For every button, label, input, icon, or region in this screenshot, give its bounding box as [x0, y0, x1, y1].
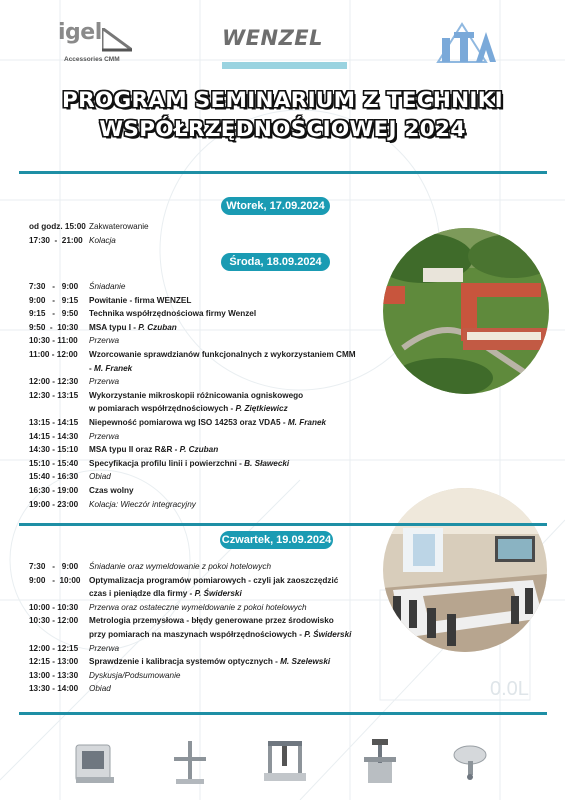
schedule-row: [29, 307, 356, 321]
schedule-time: 9:50 - 10:30: [29, 322, 79, 332]
schedule-desc: Przerwa: [89, 431, 120, 441]
schedule-time: 9:00 - 10:00: [29, 575, 81, 585]
schedule-tuesday: [29, 220, 149, 247]
schedule-row: [29, 280, 356, 294]
schedule-row: [29, 220, 149, 234]
sponsor-logos: [0, 12, 565, 72]
schedule-time: 15:40 - 16:30: [29, 472, 79, 482]
wenzel-logo: [222, 26, 350, 66]
schedule-desc: Wykorzystanie mikroskopii różnicowania ogniskowego: [89, 390, 304, 400]
schedule-desc-cont: czas i pieniądze dla firmy -: [89, 589, 195, 599]
schedule-time: 7:30 - 9:00: [29, 562, 79, 571]
schedule-desc-cont: -: [89, 363, 95, 373]
schedule-speaker: P. Świderski: [194, 589, 242, 599]
schedule-row: [29, 574, 351, 601]
schedule-desc: Przerwa: [89, 336, 120, 346]
schedule-row: [29, 642, 351, 656]
schedule-desc: Zakwaterowanie: [89, 222, 149, 231]
schedule-row: [29, 430, 356, 444]
schedule-row: [29, 457, 356, 471]
schedule-time: 17:30 - 21:00: [29, 235, 83, 245]
schedule-desc: Przerwa: [89, 643, 120, 653]
schedule-desc: MSA typu I -: [89, 322, 139, 332]
schedule-desc: Sprawdzenie i kalibracja systemów optycznych -: [89, 657, 281, 667]
optical-measuring-icon: [360, 735, 400, 790]
schedule-desc: Powitanie - firma WENZEL: [89, 295, 192, 305]
schedule-time: 10:00 - 10:30: [29, 602, 79, 612]
day-label-thursday: Czwartek, 19.09.2024: [220, 531, 333, 549]
schedule-desc: Technika współrzędnościowa firmy Wenzel: [89, 309, 257, 319]
schedule-desc: Kolacja: Wieczór integracyjny: [89, 499, 196, 509]
schedule-row: [29, 484, 356, 498]
schedule-row: [29, 655, 351, 669]
divider-top: [19, 171, 547, 174]
ita-logo: [432, 20, 504, 70]
schedule-desc: Dyskusja/Podsumowanie: [89, 670, 181, 680]
ita-logo-icon: [432, 20, 504, 70]
schedule-speaker: P. Czuban: [138, 322, 177, 332]
horizontal-arm-cmm-icon: [170, 739, 210, 790]
schedule-time: 10:30 - 11:00: [29, 336, 78, 346]
schedule-row: [29, 560, 351, 574]
schedule-desc: Śniadanie oraz wymeldowanie z pokoi hotelowych: [89, 562, 272, 571]
schedule-time: 13:00 - 13:30: [29, 670, 79, 680]
schedule-row: [29, 294, 356, 308]
aerial-hotel-photo: [383, 228, 549, 394]
schedule-row: [29, 601, 351, 615]
schedule-time: 19:00 - 23:00: [29, 499, 79, 509]
divider-middle: [19, 523, 547, 526]
schedule-time: 12:30 - 13:15: [29, 390, 79, 400]
schedule-row: [29, 416, 356, 430]
schedule-time: 12:00 - 12:15: [29, 643, 79, 653]
schedule-speaker: B. Sławecki: [244, 458, 290, 468]
schedule-time: 12:00 - 12:30: [29, 377, 79, 387]
gantry-cmm-icon: [262, 735, 308, 790]
wenzel-logo-bar: [222, 62, 347, 69]
schedule-row: [29, 234, 149, 248]
schedule-desc: Wzorcowanie sprawdzianów funkcjonalnych z wykorzystaniem CMM: [89, 349, 356, 359]
schedule-time: od godz. 15:00: [29, 222, 86, 231]
schedule-desc: Optymalizacja programów pomiarowych - czyli jak zaoszczędzić: [89, 575, 339, 585]
schedule-thursday: [29, 560, 351, 696]
schedule-time: 13:15 - 14:15: [29, 417, 79, 427]
schedule-speaker: M. Franek: [287, 417, 327, 427]
schedule-desc-cont: przy pomiarach na maszynach współrzędnościowych -: [89, 629, 305, 639]
schedule-desc: Kolacja: [89, 235, 116, 245]
schedule-desc: Obiad: [89, 684, 111, 694]
schedule-row: [29, 682, 351, 696]
schedule-row: [29, 498, 356, 512]
schedule-row: [29, 443, 356, 457]
title-line-1: PROGRAM SEMINARIUM Z TECHNIKI: [62, 88, 503, 113]
schedule-wednesday: [29, 280, 356, 511]
schedule-desc: Niepewność pomiarowa wg ISO 14253 oraz VDA5 -: [89, 417, 288, 427]
schedule-time: 10:30 - 12:00: [29, 616, 79, 626]
day-label-wednesday: Środa, 18.09.2024: [221, 253, 330, 271]
day-label-tuesday: Wtorek, 17.09.2024: [221, 197, 330, 215]
igel-logo-subtitle: Accessories CMM: [64, 56, 120, 63]
schedule-desc: Przerwa oraz ostateczne wymeldowanie z pokoi hotelowych: [89, 602, 307, 612]
schedule-speaker: P. Czuban: [179, 445, 219, 455]
schedule-desc: Specyfikacja profilu linii i powierzchni -: [89, 458, 245, 468]
schedule-time: 11:00 - 12:00: [29, 349, 78, 359]
schedule-speaker: P. Ziętkiewicz: [235, 404, 288, 414]
schedule-desc-cont: w pomiarach współrzędnościowych -: [89, 404, 236, 414]
schedule-row: [29, 375, 356, 389]
svg-text:0.0L: 0.0L: [490, 678, 529, 700]
schedule-speaker: M. Szelewski: [280, 657, 331, 667]
schedule-row: [29, 334, 356, 348]
schedule-time: 14:15 - 14:30: [29, 431, 79, 441]
schedule-desc: Śniadanie: [89, 282, 126, 291]
cmm-machine-icon: [72, 739, 118, 790]
schedule-desc: Przerwa: [89, 377, 120, 387]
schedule-row: [29, 669, 351, 683]
conference-room-photo: [383, 488, 547, 652]
schedule-time: 14:30 - 15:10: [29, 445, 79, 455]
sensor-probe-icon: [448, 737, 494, 788]
schedule-row: [29, 470, 356, 484]
schedule-time: 12:15 - 13:00: [29, 657, 79, 667]
schedule-desc: MSA typu II oraz R&R -: [89, 445, 180, 455]
schedule-desc: Metrologia przemysłowa - błędy generowane przez środowisko: [89, 616, 334, 626]
schedule-speaker: P. Świderski: [304, 629, 352, 639]
equipment-strip: [0, 735, 565, 795]
schedule-time: 9:00 - 9:15: [29, 295, 79, 305]
title-line-2: WSPÓŁRZĘDNOŚCIOWEJ 2024: [99, 117, 466, 142]
igel-logo-text: igel: [58, 20, 102, 45]
igel-wedge-icon: [102, 28, 132, 52]
wenzel-logo-text: WENZEL: [222, 26, 324, 50]
schedule-desc: Czas wolny: [89, 485, 134, 495]
schedule-row: [29, 389, 356, 416]
schedule-speaker: M. Franek: [94, 363, 133, 373]
schedule-time: 15:10 - 15:40: [29, 458, 79, 468]
schedule-time: 16:30 - 19:00: [29, 485, 79, 495]
schedule-time: 7:30 - 9:00: [29, 282, 79, 291]
schedule-row: [29, 614, 351, 641]
schedule-time: 13:30 - 14:00: [29, 684, 79, 694]
schedule-row: [29, 348, 356, 375]
divider-bottom: [19, 712, 547, 715]
igel-logo: [58, 14, 138, 70]
page-title: [0, 86, 565, 144]
schedule-desc: Obiad: [89, 472, 111, 482]
schedule-time: 9:15 - 9:50: [29, 309, 79, 319]
schedule-row: [29, 321, 356, 335]
